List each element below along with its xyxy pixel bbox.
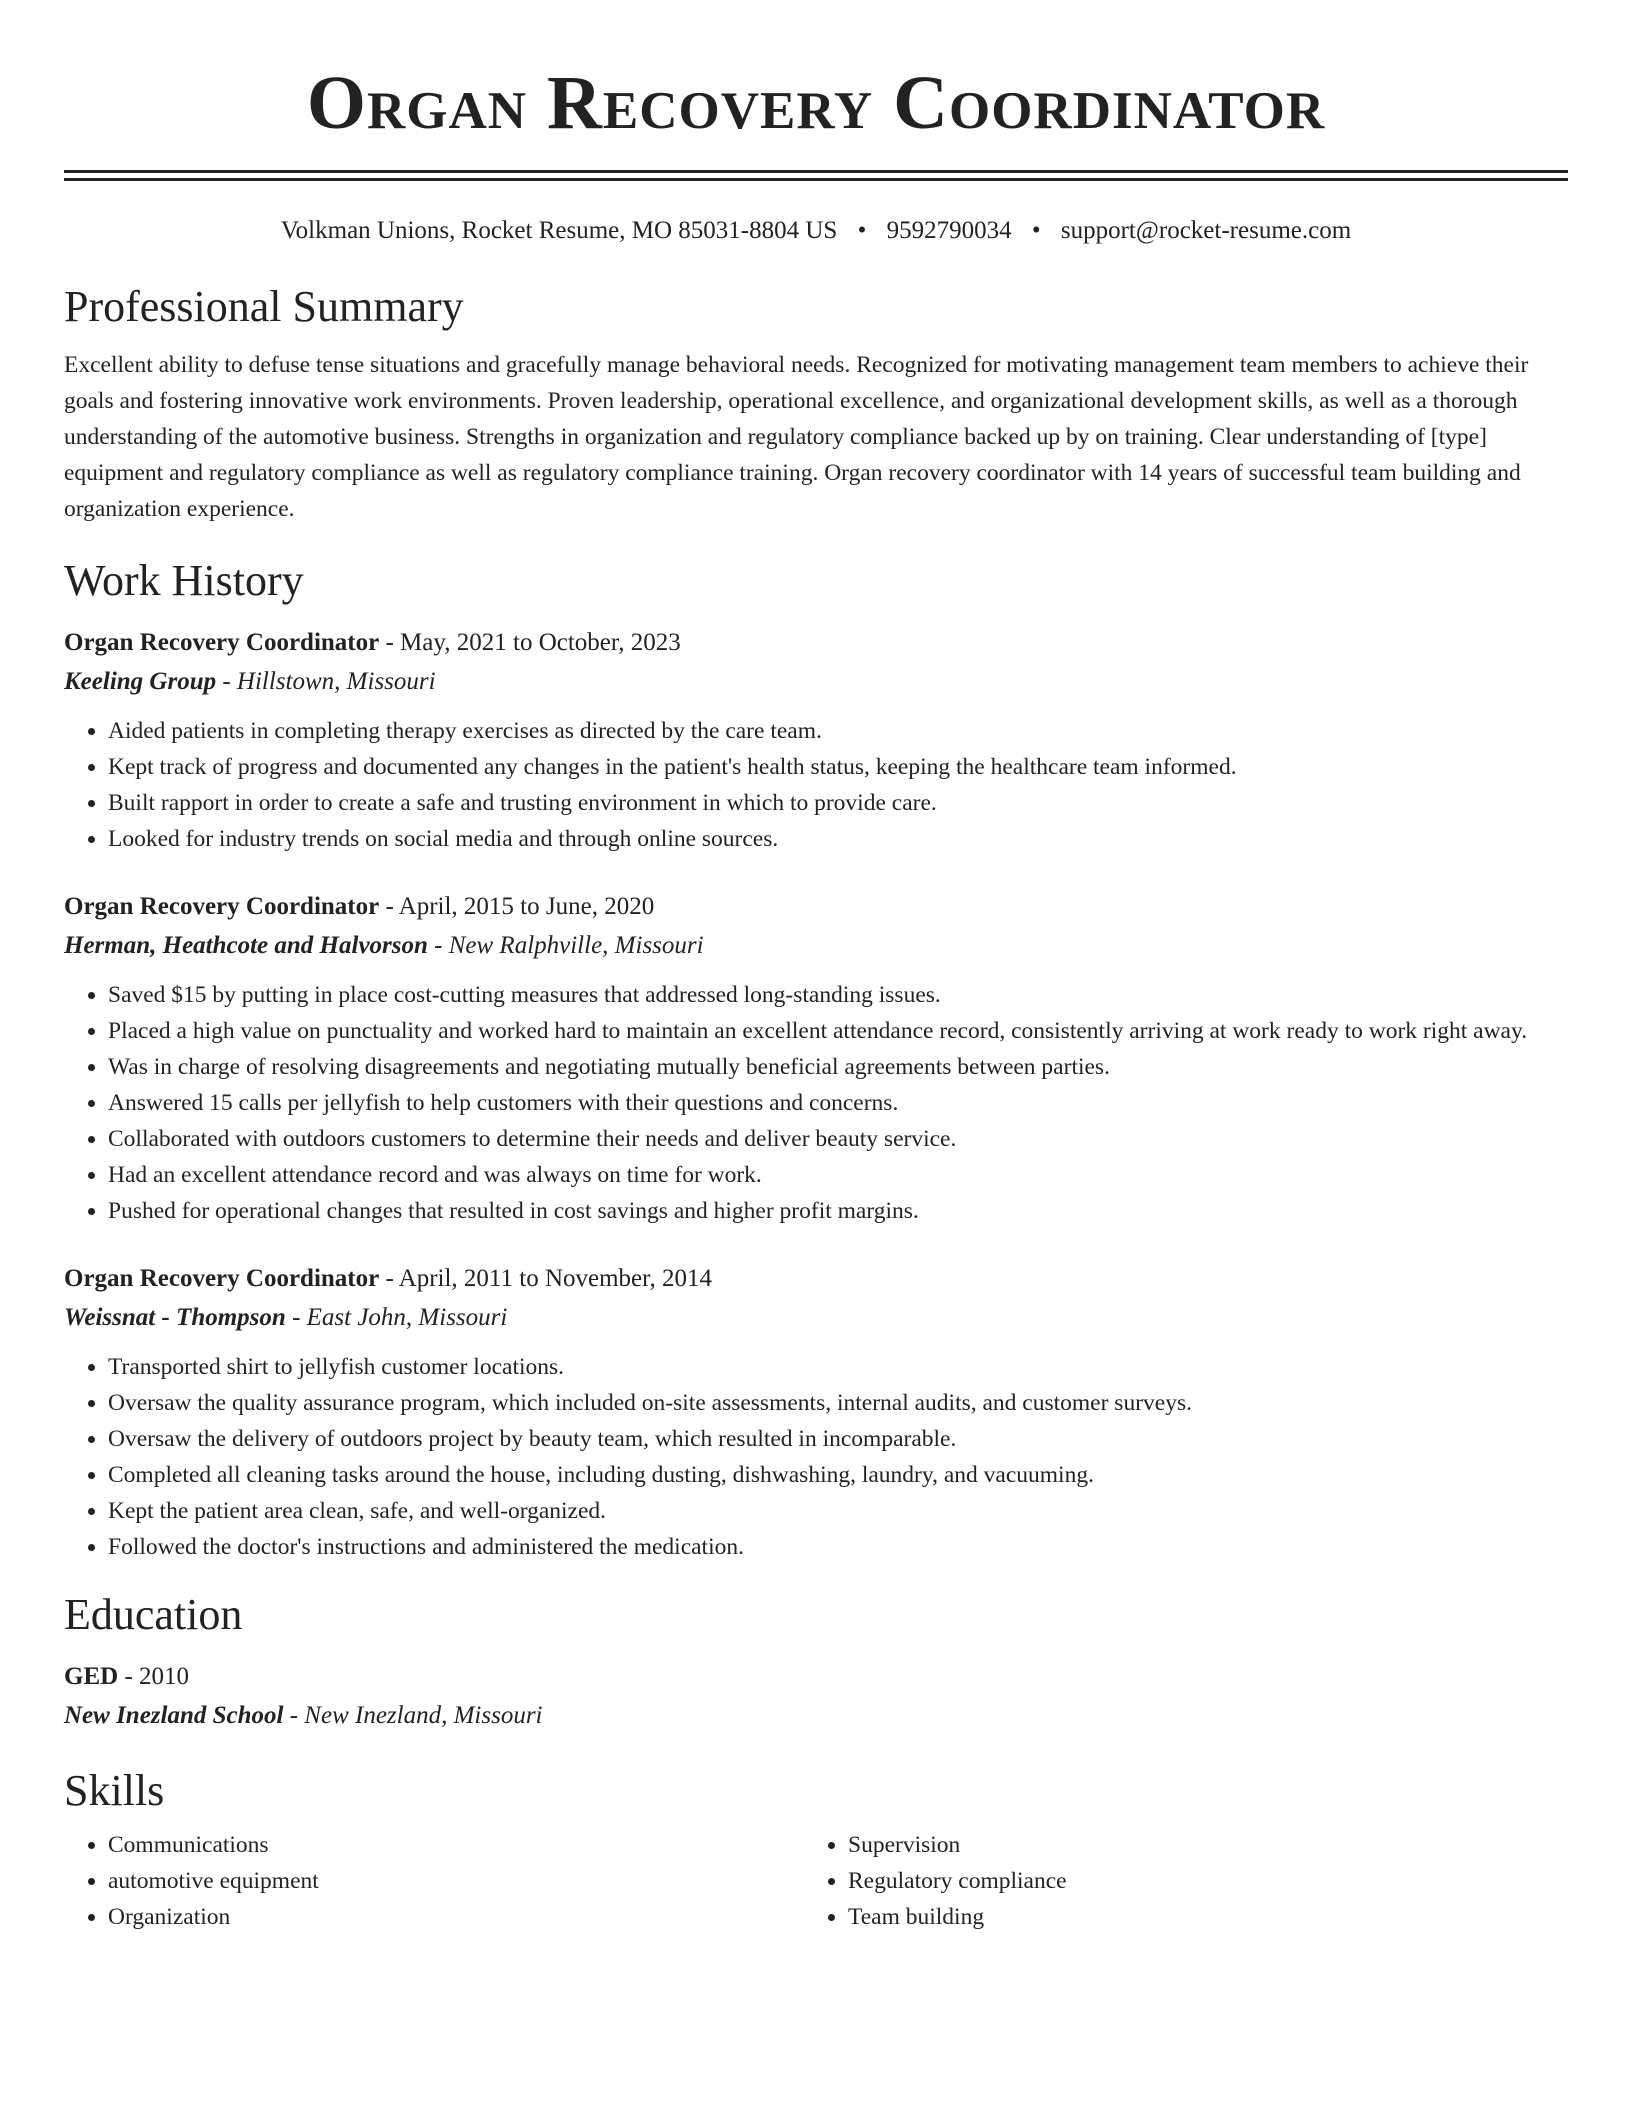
job-bullet: • Followed the doctor's instructions and administered the medication. xyxy=(108,1529,1568,1565)
summary-heading: Professional Summary xyxy=(64,282,464,331)
job-entry xyxy=(64,623,1568,857)
skill-item: • automotive equipment xyxy=(108,1863,804,1899)
job-bullet: • Answered 15 calls per jellyfish to help customers with their questions and concerns. xyxy=(108,1085,1568,1121)
education-school: New Inezland School xyxy=(64,1702,284,1729)
job-bullet: • Oversaw the delivery of outdoors project by beauty team, which resulted in incomparable. xyxy=(108,1421,1568,1457)
summary-text: Excellent ability to defuse tense situations and gracefully manage behavioral needs. Recognized for motivating management team members to achieve their goals and fostering innovative work environments. Proven leadership, operational excellence, and organizational development skills, as well as a thorough understanding of the automotive business. Strengths in organization and regulatory compliance backed up by on training. Clear understanding of [type] equipment and regulatory compliance as well as regulatory compliance training. Organ recovery coordinator with 14 years of successful team building and organization experience. xyxy=(64,352,1529,522)
contact-email: support@rocket-resume.com xyxy=(1060,217,1352,244)
job-title: Organ Recovery Coordinator xyxy=(64,893,380,920)
job-entry xyxy=(64,1259,1568,1565)
resume-title: Organ Recovery Coordinator xyxy=(306,61,1326,145)
education-degree-line xyxy=(64,1657,1568,1696)
job-bullet: • Completed all cleaning tasks around the house, including dusting, dishwashing, laundry, and vacuuming. xyxy=(108,1457,1568,1493)
skills-list xyxy=(804,1827,1544,1935)
contact-address: Volkman Unions, Rocket Resume, MO 85031-8804 US xyxy=(280,217,838,244)
job-company-line xyxy=(64,662,1568,701)
job-bullet: • Oversaw the quality assurance program, which included on-site assessments, internal audits, and customer surveys. xyxy=(108,1385,1568,1421)
education-degree: GED xyxy=(64,1663,119,1690)
job-company-line xyxy=(64,1298,1568,1337)
job-dates: - May, 2021 to October, 2023 xyxy=(379,629,681,656)
skills-heading: Skills xyxy=(64,1766,165,1815)
skills-grid xyxy=(64,1827,1568,1935)
skills-column-right xyxy=(804,1827,1544,1935)
job-title-line xyxy=(64,1259,1568,1298)
job-bullet: • Built rapport in order to create a safe and trusting environment in which to provide care. xyxy=(108,785,1568,821)
job-company-line xyxy=(64,926,1568,965)
job-dates: - April, 2015 to June, 2020 xyxy=(379,893,655,920)
title-divider xyxy=(64,170,1568,181)
job-dates: - April, 2011 to November, 2014 xyxy=(379,1265,712,1292)
job-bullet: • Kept track of progress and documented any changes in the patient's health status, keeping the healthcare team informed. xyxy=(108,749,1568,785)
skill-item: • Team building xyxy=(848,1899,1544,1935)
work-history-heading: Work History xyxy=(64,556,304,605)
job-title: Organ Recovery Coordinator xyxy=(64,629,380,656)
job-title-line xyxy=(64,623,1568,662)
job-bullets xyxy=(64,1349,1568,1565)
contact-phone: 9592790034 xyxy=(886,217,1012,244)
job-bullet: • Had an excellent attendance record and was always on time for work. xyxy=(108,1157,1568,1193)
skill-item: • Regulatory compliance xyxy=(848,1863,1544,1899)
skills-column-left xyxy=(64,1827,804,1935)
job-bullet: • Collaborated with outdoors customers to determine their needs and deliver beauty service. xyxy=(108,1121,1568,1157)
job-bullets xyxy=(64,977,1568,1229)
job-company: Herman, Heathcote and Halvorson xyxy=(64,932,428,959)
education-heading: Education xyxy=(64,1590,243,1639)
job-company: Keeling Group xyxy=(64,668,217,695)
education-location: - New Inezland, Missouri xyxy=(283,1702,543,1729)
skill-item: • Communications xyxy=(108,1827,804,1863)
job-bullet: • Was in charge of resolving disagreements and negotiating mutually beneficial agreements between parties. xyxy=(108,1049,1568,1085)
job-entry xyxy=(64,887,1568,1229)
job-location: - Hillstown, Missouri xyxy=(216,668,436,695)
job-bullet: • Pushed for operational changes that resulted in cost savings and higher profit margins. xyxy=(108,1193,1568,1229)
education-entry xyxy=(64,1657,1568,1735)
skill-item: • Organization xyxy=(108,1899,804,1935)
skills-list xyxy=(64,1827,804,1935)
job-bullet: • Looked for industry trends on social media and through online sources. xyxy=(108,821,1568,857)
skill-item: • Supervision xyxy=(848,1827,1544,1863)
contact-separator: • xyxy=(1031,217,1041,244)
job-location: - New Ralphville, Missouri xyxy=(427,932,704,959)
job-bullet: • Saved $15 by putting in place cost-cutting measures that addressed long-standing issues. xyxy=(108,977,1568,1013)
contact-line xyxy=(64,215,1568,247)
job-bullet: • Aided patients in completing therapy exercises as directed by the care team. xyxy=(108,713,1568,749)
job-company: Weissnat - Thompson xyxy=(64,1304,286,1331)
job-bullet: • Placed a high value on punctuality and worked hard to maintain an excellent attendance record, consistently arriving at work ready to work right away. xyxy=(108,1013,1568,1049)
job-bullets xyxy=(64,713,1568,857)
contact-separator: • xyxy=(857,217,867,244)
job-title-line xyxy=(64,887,1568,926)
job-bullet: • Transported shirt to jellyfish customer locations. xyxy=(108,1349,1568,1385)
education-year: - 2010 xyxy=(118,1663,190,1690)
job-location: - East John, Missouri xyxy=(285,1304,508,1331)
education-school-line xyxy=(64,1696,1568,1735)
job-title: Organ Recovery Coordinator xyxy=(64,1265,380,1292)
job-bullet: • Kept the patient area clean, safe, and well-organized. xyxy=(108,1493,1568,1529)
